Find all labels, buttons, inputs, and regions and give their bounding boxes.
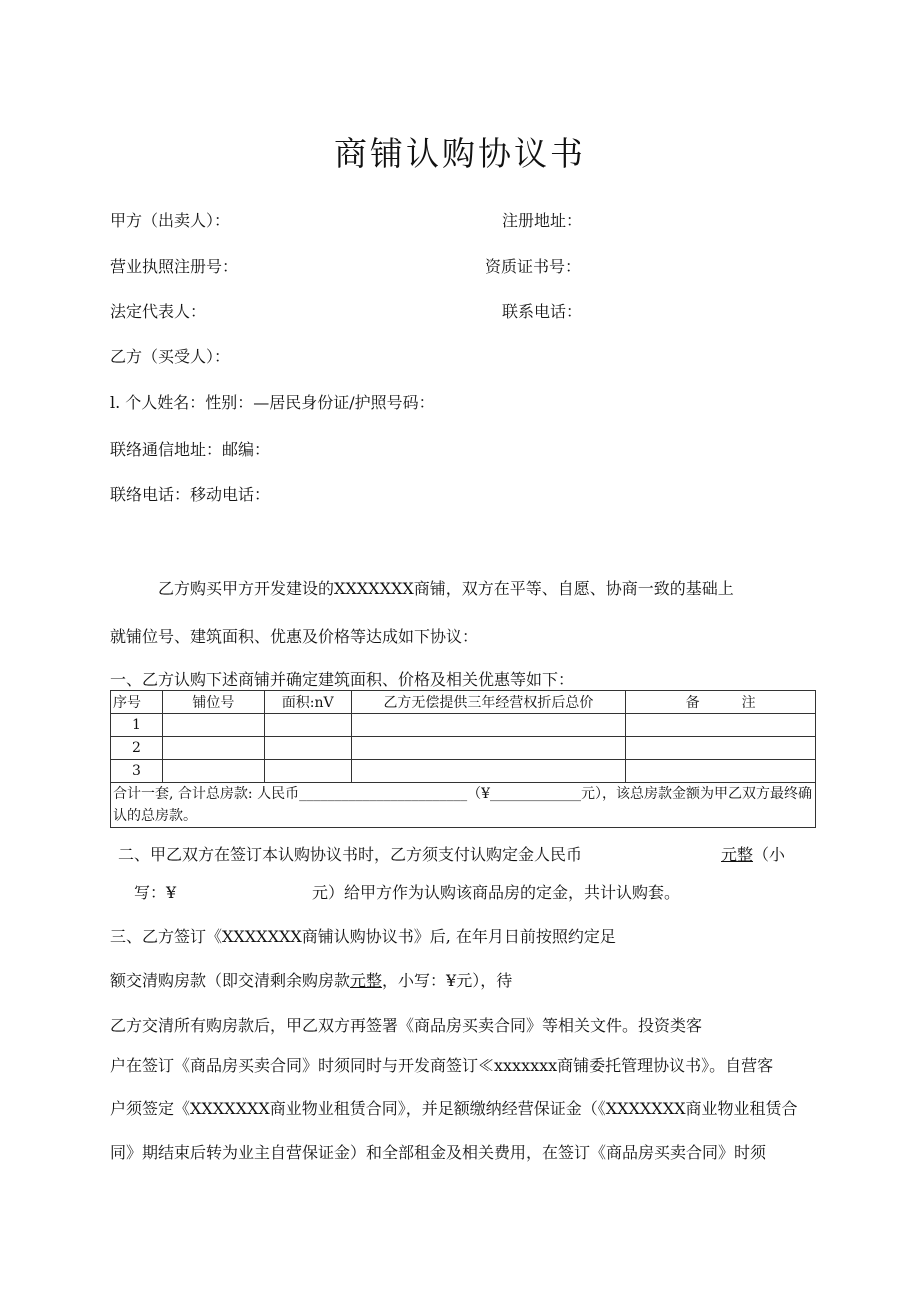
section2-text: 二、甲乙双方在签订本认购协议书时，乙方须支付认购定金人民币 <box>118 845 583 864</box>
table-cell[interactable] <box>162 737 264 760</box>
section3-line-1: 三、乙方签订《XXXXXXX商铺认购协议书》后, 在年月日前按照约定足 <box>110 927 616 946</box>
table-cell[interactable] <box>264 737 351 760</box>
table-cell[interactable] <box>626 737 816 760</box>
row-number: 2 <box>111 737 163 760</box>
table-row <box>111 714 816 737</box>
header-cell: 乙方无偿提供三年经营权折后总价 <box>351 691 626 714</box>
mailing-address-line: 联络通信地址：邮编： <box>110 440 271 459</box>
section3-line-4: 户在签订《商品房买卖合同》时须同时与开发商签订≪xxxxxxx商铺委托管理协议书》。自营客 <box>110 1056 774 1075</box>
table-cell[interactable] <box>351 737 626 760</box>
yuan-zheng-underlined: 元整 <box>350 971 383 990</box>
total-price-cell: 合计一套, 合计总房款: 人民币________________________（¥_____________元），该总房款金额为甲乙双方最终确认的总房款。 <box>111 783 816 828</box>
section2-line-2a: 写：¥ <box>134 883 177 902</box>
section3-text: 额交清购房款（即交清剩余购房款 <box>110 971 351 990</box>
intro-line-2: 就铺位号、建筑面积、优惠及价格等达成如下协议： <box>110 627 479 646</box>
page-title: 商铺认购协议书 <box>334 134 586 173</box>
section3-line-6: 同》期结束后转为业主自营保证金）和全部租金及相关费用，在签订《商品房买卖合同》时须 <box>110 1143 767 1162</box>
registered-address-label: 注册地址： <box>502 211 583 230</box>
section3-line-2 <box>110 968 512 991</box>
header-cell: 面积:nV <box>264 691 351 714</box>
section2-line-1 <box>118 842 582 865</box>
table-cell[interactable] <box>162 714 264 737</box>
business-license-label: 营业执照注册号： <box>110 257 239 276</box>
header-cell: 铺位号 <box>162 691 264 714</box>
row-number: 1 <box>111 714 163 737</box>
personal-info-line: l. 个人姓名：性别：—居民身份证/护照号码： <box>110 393 435 412</box>
section2-line-2b: 元）给甲方作为认购该商品房的定金，共计认购套。 <box>312 883 681 902</box>
section3-line-3: 乙方交清所有购房款后，甲乙双方再签署《商品房买卖合同》等相关文件。投资类客 <box>110 1016 703 1035</box>
table-cell[interactable] <box>264 760 351 783</box>
legal-rep-label: 法定代表人： <box>110 302 207 321</box>
table-cell[interactable] <box>626 760 816 783</box>
section2-small-label: （小 <box>753 845 786 864</box>
buyer-phone-line: 联络电话：移动电话： <box>110 485 271 504</box>
section3-line-5: 户须签定《XXXXXXX商业物业租赁合同》，并足额缴纳经营保证金（《XXXXXXX商业物业租赁合 <box>110 1099 798 1118</box>
table-total-row <box>111 783 816 828</box>
table-cell[interactable] <box>264 714 351 737</box>
table-cell[interactable] <box>162 760 264 783</box>
header-cell: 备 注 <box>626 691 816 714</box>
yuan-zheng-underlined: 元整 <box>721 845 754 864</box>
contact-phone-label: 联系电话： <box>502 302 583 321</box>
table-row <box>111 737 816 760</box>
table-cell[interactable] <box>351 760 626 783</box>
row-number: 3 <box>111 760 163 783</box>
section2-amount-suffix <box>721 842 785 865</box>
intro-line-1: 乙方购买甲方开发建设的XXXXXXX商铺，双方在平等、自愿、协商一致的基础上 <box>158 579 734 598</box>
shop-table <box>110 690 816 828</box>
table-header-row <box>111 691 816 714</box>
table-row <box>111 760 816 783</box>
section3-text: ，小写：¥元），待 <box>382 971 513 990</box>
header-cell: 序号 <box>111 691 163 714</box>
seller-label: 甲方（出卖人）： <box>110 211 231 230</box>
table-cell[interactable] <box>351 714 626 737</box>
table-cell[interactable] <box>626 714 816 737</box>
qualification-cert-label: 资质证书号： <box>485 257 582 276</box>
buyer-label: 乙方（买受人）： <box>110 347 231 366</box>
section1-heading: 一、乙方认购下述商铺并确定建筑面积、价格及相关优惠等如下： <box>110 670 575 689</box>
